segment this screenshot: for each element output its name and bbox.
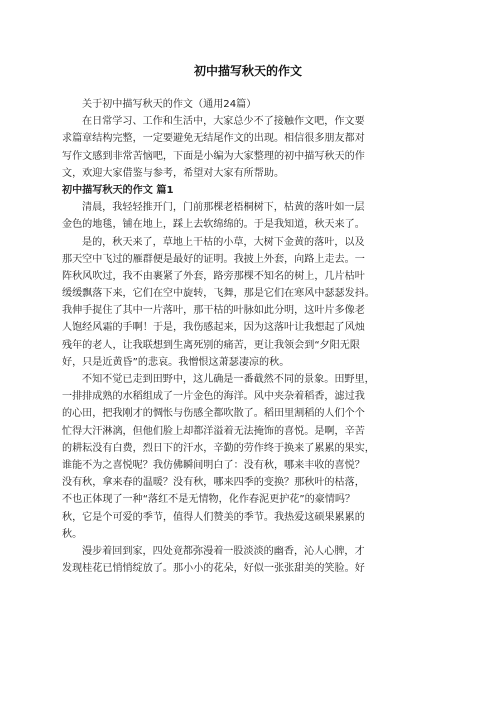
body-text-line: 是的，秋天来了，草地上干枯的小草，大树下金黄的落叶，以及 — [82, 236, 365, 248]
body-text-line: 人饱经风霜的手啊！于是，我伤感起来，因为这落叶让我想起了风烛 — [62, 322, 365, 334]
body-text-line: 不知不觉已走到田野中，这儿确是一番截然不同的景象。田野里， — [82, 374, 375, 385]
section-heading: 初中描写秋天的作文 篇1 — [62, 184, 174, 196]
body-text-line: 那天空中飞过的雁群便是最好的证明。我披上外套，向路上走去。一 — [62, 253, 365, 265]
document-body — [62, 96, 436, 577]
body-text-line: 不也正体现了一种“落红不是无情物，化作春泥更护花”的豪情吗？ — [62, 494, 356, 506]
body-text-line: 文，欢迎大家借鉴与参考，希望对大家有所帮助。 — [62, 167, 285, 179]
body-text-line: 关于初中描写秋天的作文（通用24篇） — [82, 99, 257, 110]
body-text-line: 漫步着回到家，四处竟都弥漫着一股淡淡的幽香，沁人心脾，才 — [82, 545, 365, 557]
body-text-line: 清晨，我轻轻推开门，门前那棵老梧桐树下，枯黄的落叶如一层 — [82, 202, 365, 214]
body-text-line: 阵秋风吹过，我不由裹紧了外套，路旁那棵不知名的树上，几片枯叶 — [62, 270, 365, 282]
body-text-line: 谁能不为之喜悦呢？我仿佛瞬间明白了：没有秋，哪来丰收的喜悦？ — [62, 459, 365, 471]
body-text-line: 秋，它是个可爱的季节，值得人们赞美的季节。我热爱这硕果累累的 — [62, 511, 365, 523]
body-text-line: 没有秋，拿来春的温暖？没有秋，哪来四季的变换？那秋叶的枯落， — [62, 477, 365, 489]
body-text-line: 我伸手捉住了其中一片落叶，那干枯的叶脉如此分明，这叶片多像老 — [62, 305, 365, 317]
body-text-line: 的心田，把我刚才的惆怅与伤感全都吹散了。稻田里割稻的人们个个 — [62, 408, 365, 420]
body-text-line: 一排排成熟的水稻组成了一片金色的海洋。风中夹杂着稻香，滤过我 — [62, 391, 365, 403]
body-text-line: 缓缓飘落下来，它们在空中旋转，飞舞，那是它们在寒风中瑟瑟发抖。 — [62, 288, 375, 300]
document-title: 初中描写秋天的作文 — [193, 64, 302, 78]
body-text-line: 残年的老人，让我联想到生离死别的痛苦，更让我领会到“夕阳无限 — [62, 339, 360, 351]
body-text-line: 好，只是近黄昏”的悲哀。我憎恨这萧瑟凄凉的秋。 — [62, 356, 290, 368]
body-text-line: 忙得大汗淋漓，但他们脸上却都洋溢着无法掩饰的喜悦。是啊，辛苦 — [62, 425, 365, 437]
body-text-line: 的耕耘没有白费，烈日下的汗水，辛勤的劳作终于换来了累累的果实， — [62, 442, 375, 454]
body-text-line: 发现桂花已悄悄绽放了。那小小的花朵，好似一张张甜美的笑脸。好 — [62, 563, 365, 575]
body-text-line: 求篇章结构完整，一定要避免无结尾作文的出现。相信很多朋友都对 — [62, 133, 365, 145]
body-text-line: 金色的地毯，铺在地上，踩上去软绵绵的。于是我知道，秋天来了。 — [62, 219, 365, 231]
body-text-line: 写作文感到非常苦恼吧，下面是小编为大家整理的初中描写秋天的作 — [62, 150, 365, 162]
body-text-line: 在日常学习、工作和生活中，大家总少不了接触作文吧，作文要 — [82, 116, 365, 128]
body-text-line: 秋。 — [62, 528, 83, 540]
